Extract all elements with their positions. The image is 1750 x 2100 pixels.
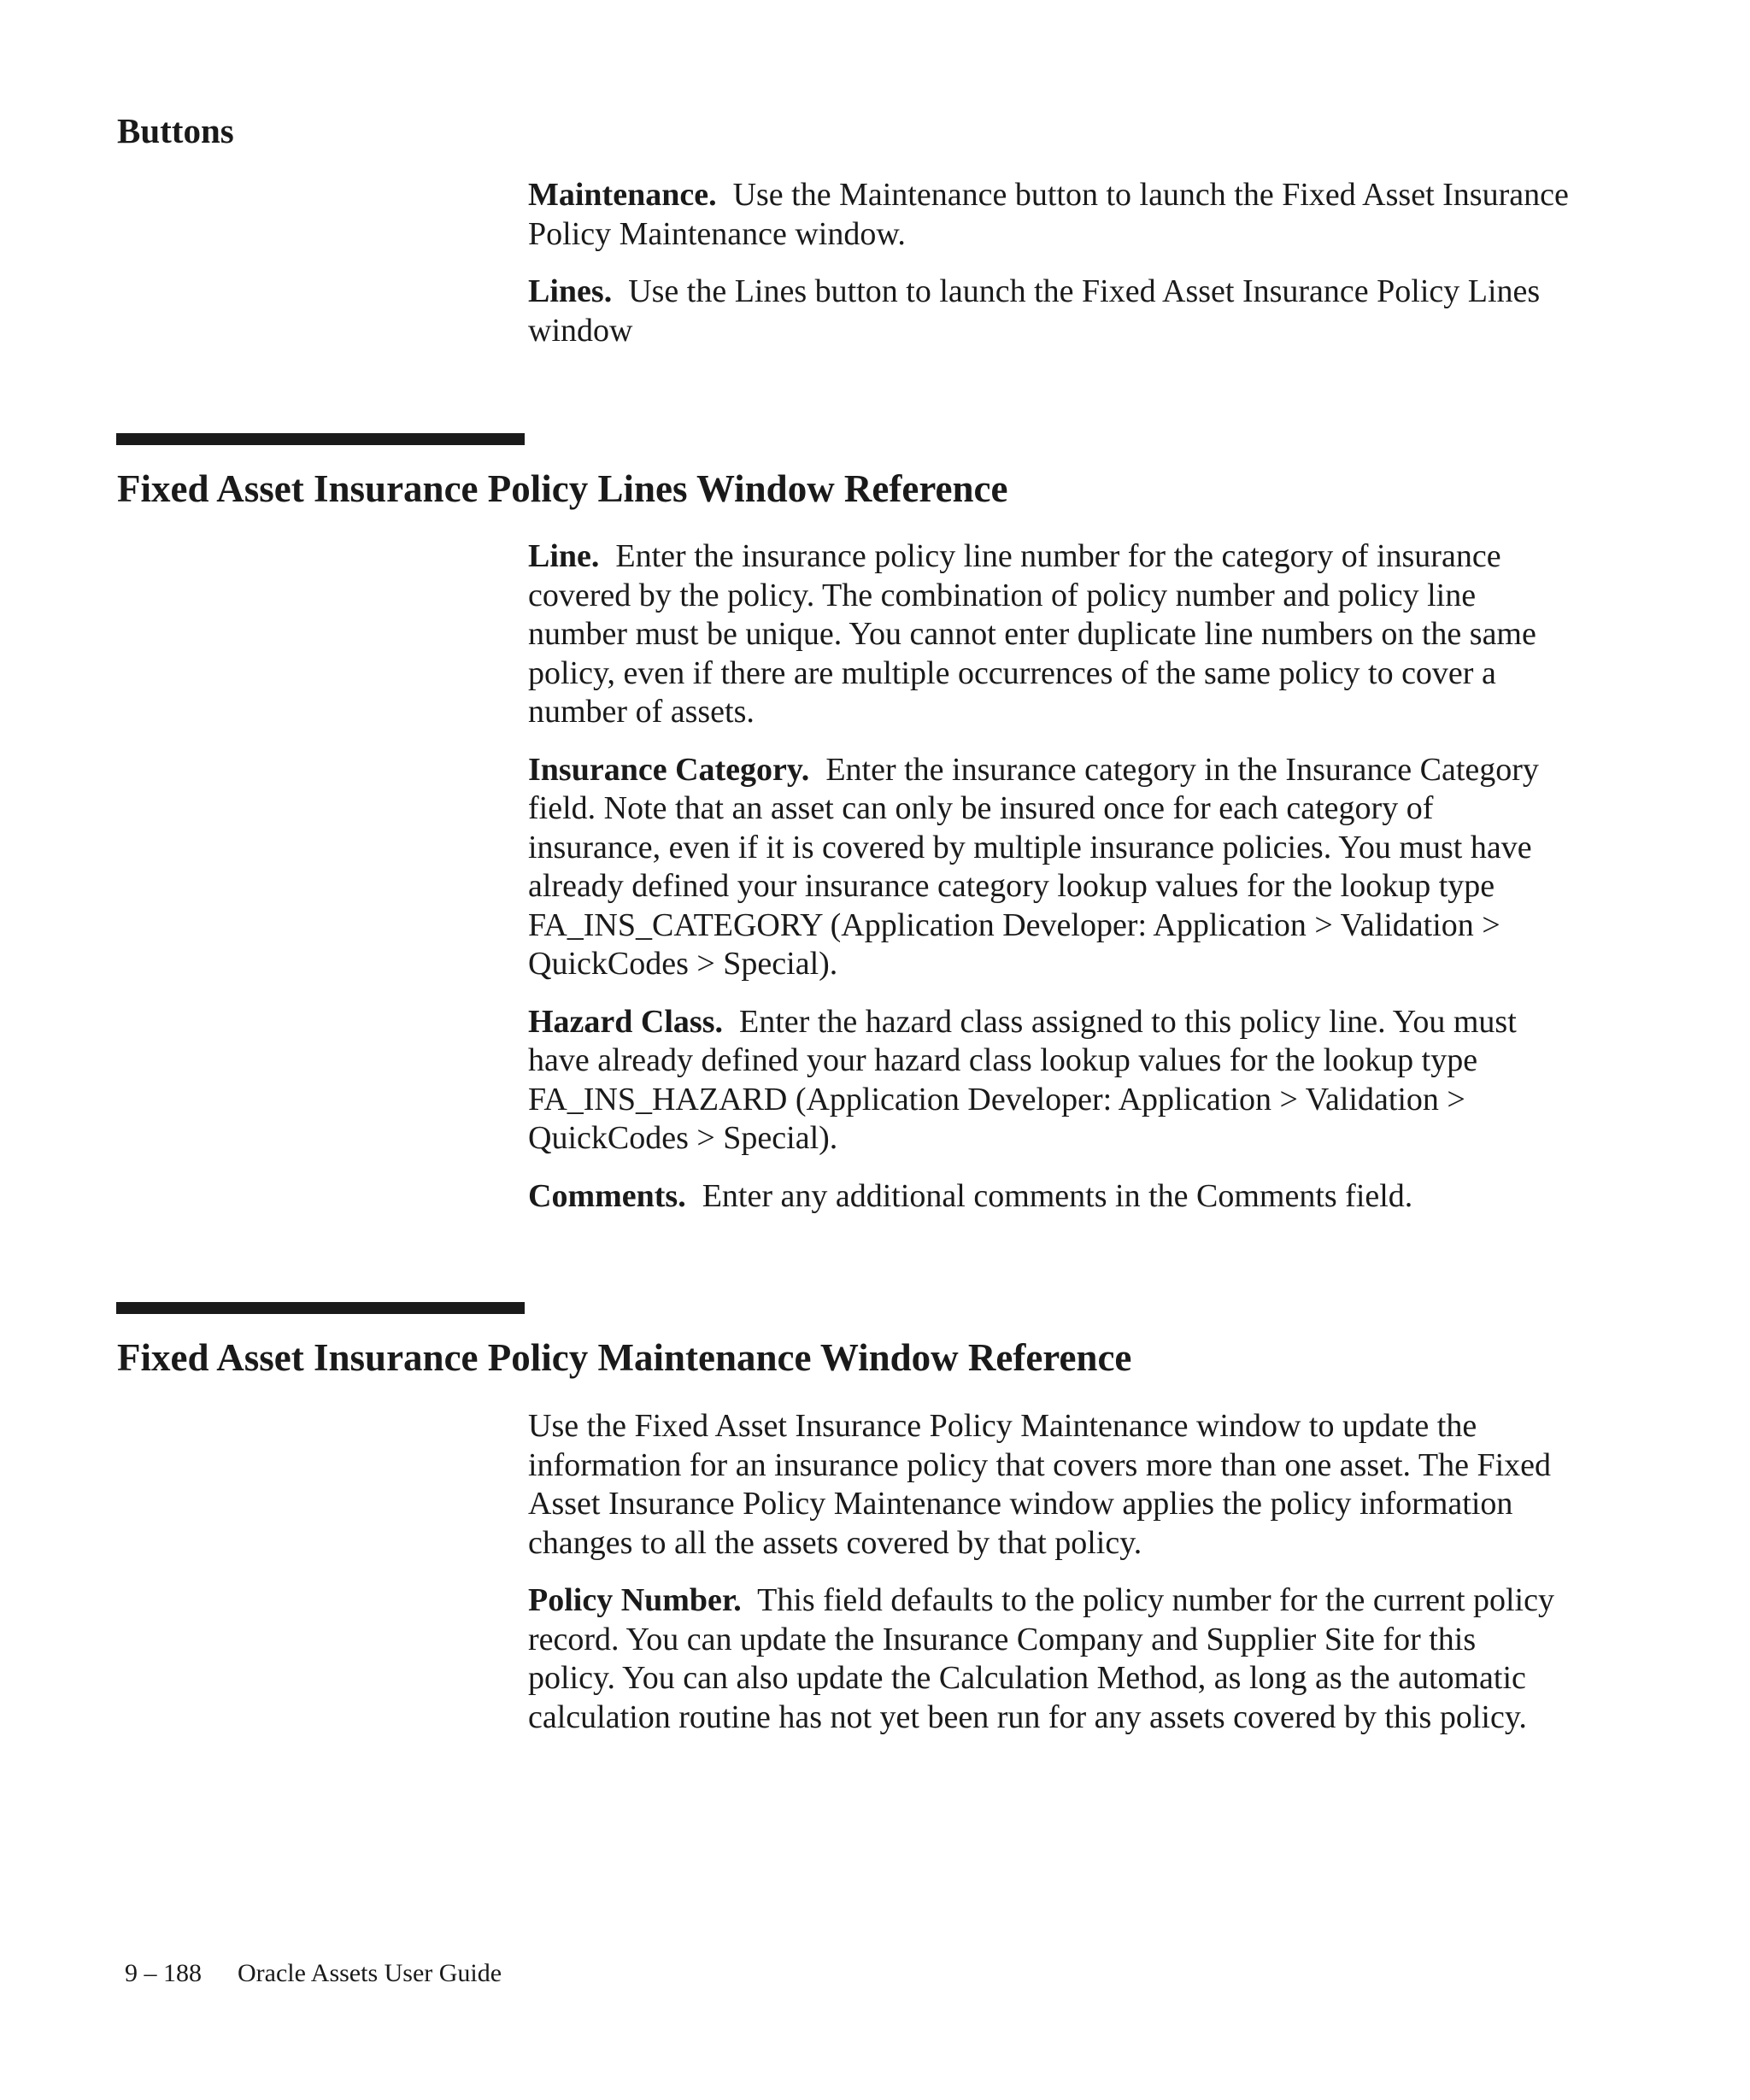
- term-maintenance: Maintenance.: [528, 177, 717, 213]
- lines-button-description: [528, 273, 1571, 350]
- maintenance-intro: Use the Fixed Asset Insurance Policy Maintenance window to update the information for an insurance policy that covers more than one asset. The Fixed Asset Insurance Policy Maintenance window applies the policy information changes to all the assets covered by that policy.: [528, 1408, 1551, 1561]
- book-title: Oracle Assets User Guide: [238, 1959, 502, 1987]
- description-hazard-class: Enter the hazard class assigned to this policy line. You must have already defined your hazard class lookup values for the lookup type FA_INS_HAZARD (Application Developer: Application > Validation > QuickCodes > Special).: [528, 1003, 1517, 1156]
- comments-description: [528, 1177, 1571, 1217]
- maintenance-section-heading: Fixed Asset Insurance Policy Maintenance Window Reference: [117, 1336, 1132, 1379]
- term-policy-number: Policy Number.: [528, 1582, 742, 1618]
- description-maintenance: Use the Maintenance button to launch the Fixed Asset Insurance Policy Maintenance window.: [528, 177, 1569, 252]
- description-policy-number: This field defaults to the policy number for the current policy record. You can update the Insurance Company and Supplier Site for this policy. You can also update the Calculation Method, as long as the automatic calculation routine has not yet been run for any assets covered by this policy.: [528, 1582, 1554, 1735]
- buttons-heading: Buttons: [117, 111, 234, 150]
- term-lines: Lines.: [528, 273, 613, 309]
- hazard-class-description: [528, 1003, 1571, 1159]
- term-insurance-category: Insurance Category.: [528, 751, 810, 788]
- maintenance-section-body: [528, 1407, 1571, 1756]
- description-lines: Use the Lines button to launch the Fixed Asset Insurance Policy Lines window: [528, 273, 1541, 349]
- maintenance-button-description: [528, 176, 1571, 254]
- term-hazard-class: Hazard Class.: [528, 1003, 723, 1040]
- insurance-category-description: [528, 751, 1571, 984]
- buttons-body: [528, 176, 1571, 369]
- term-line: Line.: [528, 538, 600, 574]
- description-comments: Enter any additional comments in the Comments field.: [702, 1177, 1413, 1214]
- policy-number-description: [528, 1581, 1571, 1737]
- term-comments: Comments.: [528, 1177, 686, 1214]
- description-line: Enter the insurance policy line number for the category of insurance covered by the policy. The combination of policy number and policy line number must be unique. You cannot enter duplicate line numbers on the same policy, even if there are multiple occurrences of the same policy to cover a number of assets.: [528, 538, 1536, 730]
- page-number: 9 – 188: [125, 1959, 202, 1987]
- line-field-description: [528, 537, 1571, 732]
- page-footer: [125, 1958, 502, 1989]
- lines-section-body: [528, 537, 1571, 1235]
- lines-section-heading: Fixed Asset Insurance Policy Lines Window Reference: [117, 467, 1008, 510]
- section-rule: [116, 433, 525, 445]
- description-insurance-category: Enter the insurance category in the Insurance Category field. Note that an asset can only be insured once for each category of insurance, even if it is covered by multiple insurance policies. You must have already defined your insurance category lookup values for the lookup type FA_INS_CATEGORY (Application Developer: Application > Validation > QuickCodes > Special).: [528, 751, 1539, 982]
- section-rule: [116, 1302, 525, 1314]
